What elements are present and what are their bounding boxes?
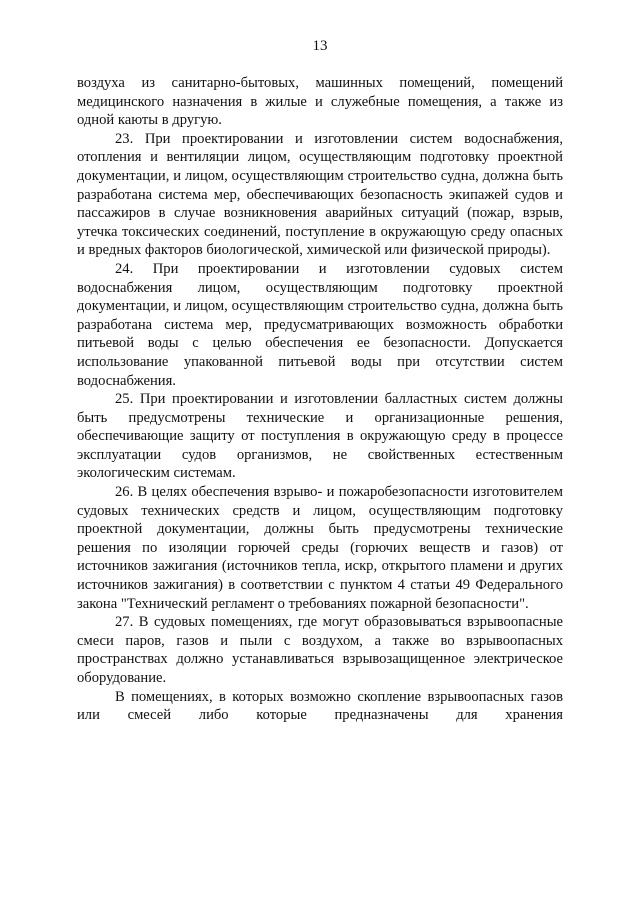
paragraph-27-continued: В помещениях, в которых возможно скопление взрывоопасных газов или смесей либо которые предназначены для хранения: [77, 688, 563, 724]
paragraph-continuation: воздуха из санитарно-бытовых, машинных помещений, помещений медицинского назначения в жилые и служебные помещения, а также из одной каюты в другую.: [77, 75, 563, 129]
paragraph-26: 26. В целях обеспечения взрыво- и пожаробезопасности изготовителем судовых технических средств и лицом, осуществляющим подготовку проектной документации, должны быть предусмотрены технические решения по изоляции горючей среды (горючих веществ и газов) от источников зажигания (источников тепла, искр, открытого пламени и других источников зажигания) в соответствии с пунктом 4 статьи 49 Федерального закона "Технический регламент о требованиях пожарной безопасности".: [77, 484, 563, 612]
paragraph-23: 23. При проектировании и изготовлении систем водоснабжения, отопления и вентиляции лицом, осуществляющим подготовку проектной документации, и лицом, осуществляющим строительство судна, должна быть разработана система мер, обеспечивающих безопасность экипажей судов и пассажиров в случае возникновения аварийных ситуаций (пожар, взрыв, утечка токсических соединений, поступление в окружающую среду опасных и вредных факторов биологической, химической или физической природы).: [77, 130, 563, 259]
paragraph-25: 25. При проектировании и изготовлении балластных систем должны быть предусмотрены технические и организационные решения, обеспечивающие защиту от поступления в окружающую среду в процессе эксплуатации судов организмов, не свойственных естественным экологическим системам.: [77, 391, 563, 482]
paragraph-27: 27. В судовых помещениях, где могут образовываться взрывоопасные смеси паров, газов и пыли с воздухом, а также во взрывоопасных пространствах должно устанавливаться взрывозащищенное электрическое оборудование.: [77, 614, 563, 686]
page-number: 13: [312, 38, 328, 54]
document-body: [77, 74, 563, 725]
paragraph-24: 24. При проектировании и изготовлении судовых систем водоснабжения лицом, осуществляющим подготовку проектной документации, и лицом, осуществляющим строительство судна, должна быть разработана система мер, предусматривающих возможность обработки питьевой воды с целью обеспечения ее безопасности. Допускается использование упакованной питьевой воды при отсутствии систем водоснабжения.: [77, 260, 563, 389]
